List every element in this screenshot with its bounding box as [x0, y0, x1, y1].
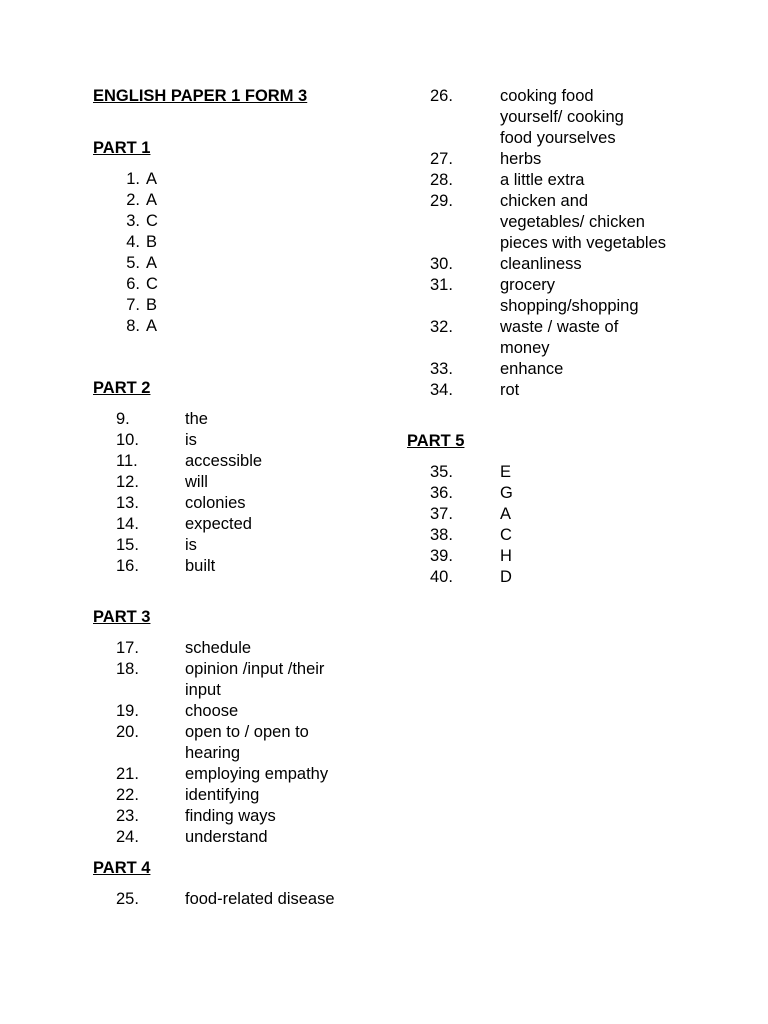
answer-text: is	[185, 536, 197, 554]
answer-text: C	[146, 275, 158, 293]
part-5-heading: PART 5	[407, 432, 465, 450]
answer-text: choose	[185, 702, 239, 720]
question-number: 26.	[430, 87, 453, 105]
answer-row	[93, 211, 393, 232]
answer-row	[93, 785, 393, 806]
answer-row	[93, 190, 393, 211]
answer-row	[407, 462, 707, 483]
answer-row	[407, 546, 707, 567]
question-number: 25.	[116, 890, 139, 908]
answer-row	[93, 556, 393, 577]
answer-row	[93, 169, 393, 190]
part-4-heading: PART 4	[93, 859, 151, 877]
answer-row	[407, 525, 707, 546]
question-number: 11.	[116, 452, 138, 470]
question-number: 8.	[126, 317, 140, 335]
question-number: 6.	[126, 275, 140, 293]
answer-row	[93, 701, 393, 722]
answer-row	[407, 170, 707, 191]
question-number: 28.	[430, 171, 453, 189]
answer-text: A	[500, 505, 512, 523]
answer-text: expected	[185, 515, 252, 533]
question-number: 32.	[430, 318, 453, 336]
question-number: 19.	[116, 702, 139, 720]
question-number: 12.	[116, 473, 139, 491]
part-2-heading: PART 2	[93, 379, 151, 397]
answer-text: cleanliness	[500, 255, 582, 273]
answer-row	[93, 638, 393, 659]
answer-row	[93, 472, 393, 493]
part-4-answers-start	[93, 889, 393, 910]
question-number: 34.	[430, 381, 453, 399]
answer-text: A	[146, 191, 158, 209]
question-number: 30.	[430, 255, 453, 273]
question-number: 1.	[126, 170, 140, 188]
answer-row	[93, 722, 393, 764]
part-1-answers	[93, 169, 393, 337]
question-number: 4.	[126, 233, 140, 251]
answer-text: A	[146, 170, 158, 188]
question-number: 31.	[430, 276, 453, 294]
answer-text: colonies	[185, 494, 246, 512]
part-1-heading: PART 1	[93, 139, 151, 157]
left-column	[93, 86, 393, 910]
question-number: 33.	[430, 360, 453, 378]
answer-text: identifying	[185, 786, 260, 804]
right-column	[407, 86, 707, 588]
question-number: 16.	[116, 557, 139, 575]
part-2-answers	[93, 409, 393, 577]
answer-text: employing empathy	[185, 765, 329, 783]
answer-text: waste / waste of money	[500, 318, 619, 357]
answer-text: understand	[185, 828, 268, 846]
question-number: 2.	[126, 191, 140, 209]
part-3-heading: PART 3	[93, 608, 151, 626]
answer-text: D	[500, 568, 512, 586]
answer-text: grocery shopping/shopping	[500, 276, 639, 315]
part-5-answers	[407, 462, 707, 588]
question-number: 24.	[116, 828, 139, 846]
answer-row	[93, 253, 393, 274]
answer-text: B	[146, 233, 158, 251]
question-number: 23.	[116, 807, 139, 825]
answer-text: G	[500, 484, 513, 502]
question-number: 27.	[430, 150, 453, 168]
answer-row	[407, 275, 707, 317]
question-number: 21.	[116, 765, 139, 783]
part-4-answers-continued	[407, 86, 707, 401]
answer-text: a little extra	[500, 171, 585, 189]
answer-text: B	[146, 296, 158, 314]
answer-row	[93, 430, 393, 451]
question-number: 13.	[116, 494, 139, 512]
question-number: 5.	[126, 254, 140, 272]
question-number: 7.	[126, 296, 140, 314]
answer-text: chicken and vegetables/ chicken pieces with vegetables	[500, 192, 667, 252]
answer-row	[407, 483, 707, 504]
answer-text: C	[146, 212, 158, 230]
answer-text: the	[185, 410, 208, 428]
answer-row	[93, 889, 393, 910]
answer-text: accessible	[185, 452, 263, 470]
answer-row	[407, 86, 707, 149]
answer-row	[93, 232, 393, 253]
answer-text: enhance	[500, 360, 564, 378]
answer-text: C	[500, 526, 512, 544]
question-number: 17.	[116, 639, 139, 657]
answer-row	[93, 493, 393, 514]
question-number: 10.	[116, 431, 139, 449]
answer-text: A	[146, 317, 158, 335]
answer-row	[407, 149, 707, 170]
answer-text: built	[185, 557, 216, 575]
question-number: 15.	[116, 536, 139, 554]
question-number: 9.	[116, 410, 130, 428]
answer-text: E	[500, 463, 512, 481]
question-number: 36.	[430, 484, 453, 502]
answer-text: schedule	[185, 639, 252, 657]
question-number: 38.	[430, 526, 453, 544]
answer-row	[93, 535, 393, 556]
answer-text: opinion /input /their input	[185, 660, 325, 699]
answer-text: A	[146, 254, 158, 272]
page-title: ENGLISH PAPER 1 FORM 3	[93, 87, 308, 105]
question-number: 14.	[116, 515, 139, 533]
answer-row	[93, 295, 393, 316]
question-number: 29.	[430, 192, 453, 210]
answer-row	[407, 191, 707, 254]
question-number: 22.	[116, 786, 139, 804]
answer-text: herbs	[500, 150, 542, 168]
answer-text: is	[185, 431, 197, 449]
answer-row	[93, 316, 393, 337]
answer-text: finding ways	[185, 807, 276, 825]
answer-row	[93, 806, 393, 827]
answer-row	[93, 451, 393, 472]
answer-row	[93, 409, 393, 430]
answer-row	[93, 659, 393, 701]
answer-row	[93, 764, 393, 785]
answer-text: cooking food yourself/ cooking food yourselves	[500, 87, 624, 147]
part-3-answers	[93, 638, 393, 848]
answer-text: rot	[500, 381, 520, 399]
answer-row	[93, 274, 393, 295]
answer-row	[93, 827, 393, 848]
answer-row	[407, 504, 707, 525]
answer-row	[407, 380, 707, 401]
answer-text: food-related disease	[185, 890, 335, 908]
question-number: 37.	[430, 505, 453, 523]
question-number: 3.	[126, 212, 140, 230]
answer-row	[407, 359, 707, 380]
answer-text: open to / open to hearing	[185, 723, 309, 762]
answer-row	[407, 254, 707, 275]
question-number: 35.	[430, 463, 453, 481]
answer-row	[407, 317, 707, 359]
answer-row	[407, 567, 707, 588]
answer-text: H	[500, 547, 512, 565]
question-number: 18.	[116, 660, 139, 678]
question-number: 20.	[116, 723, 139, 741]
question-number: 40.	[430, 568, 453, 586]
answer-row	[93, 514, 393, 535]
question-number: 39.	[430, 547, 453, 565]
answer-text: will	[185, 473, 208, 491]
